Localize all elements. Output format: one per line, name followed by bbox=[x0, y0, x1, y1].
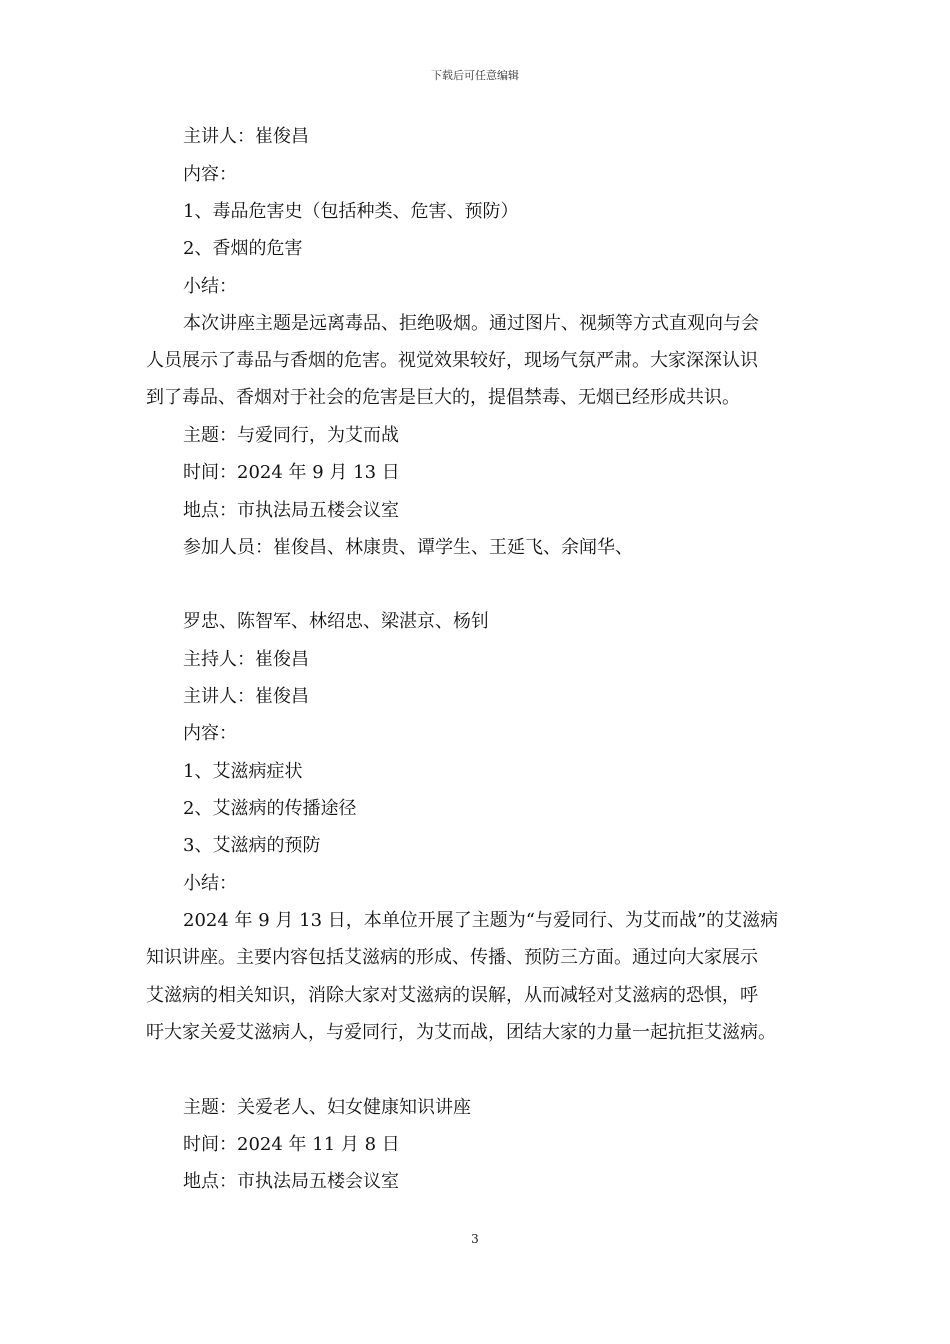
summary-label: 小结： bbox=[183, 276, 237, 297]
summary-paragraph-line: 2024 年 9 月 13 日，本单位开展了主题为“与爱同行、为艾而战”的艾滋病 bbox=[183, 910, 779, 931]
location-line: 地点：市执法局五楼会议室 bbox=[183, 500, 399, 521]
speaker-line: 主讲人：崔俊昌 bbox=[183, 686, 309, 707]
participants-line-continued: 罗忠、陈智军、林绍忠、梁湛京、杨钊 bbox=[183, 611, 489, 632]
topic-line: 主题：关爱老人、妇女健康知识讲座 bbox=[183, 1097, 471, 1118]
content-item-2: 2、艾滋病的传播途径 bbox=[183, 798, 357, 819]
summary-paragraph-line: 艾滋病的相关知识，消除大家对艾滋病的误解，从而减轻对艾滋病的恐惧，呼 bbox=[146, 985, 758, 1006]
summary-paragraph-line: 知识讲座。主要内容包括艾滋病的形成、传播、预防三方面。通过向大家展示 bbox=[146, 947, 758, 968]
page-header: 下载后可任意编辑 bbox=[431, 69, 519, 82]
summary-paragraph-line: 人员展示了毒品与香烟的危害。视觉效果较好，现场气氛严肃。大家深深认识 bbox=[146, 350, 758, 371]
content-item-1: 1、毒品危害史（包括种类、危害、预防） bbox=[183, 201, 519, 222]
summary-paragraph-line: 本次讲座主题是远离毒品、拒绝吸烟。通过图片、视频等方式直观向与会 bbox=[183, 313, 759, 334]
time-line: 时间：2024 年 11 月 8 日 bbox=[183, 1134, 400, 1155]
content-item-3: 3、艾滋病的预防 bbox=[183, 835, 321, 856]
summary-paragraph-line: 到了毒品、香烟对于社会的危害是巨大的，提倡禁毒、无烟已经形成共识。 bbox=[146, 387, 740, 408]
page-number: 3 bbox=[471, 1232, 479, 1246]
time-line: 时间：2024 年 9 月 13 日 bbox=[183, 462, 400, 483]
summary-label: 小结： bbox=[183, 873, 237, 894]
host-line: 主持人：崔俊昌 bbox=[183, 649, 309, 670]
summary-paragraph-line: 吁大家关爱艾滋病人，与爱同行，为艾而战，团结大家的力量一起抗拒艾滋病。 bbox=[146, 1022, 776, 1043]
topic-line: 主题：与爱同行，为艾而战 bbox=[183, 425, 399, 446]
speaker-line: 主讲人：崔俊昌 bbox=[183, 126, 309, 147]
content-label: 内容： bbox=[183, 164, 237, 185]
location-line: 地点：市执法局五楼会议室 bbox=[183, 1171, 399, 1192]
content-item-1: 1、艾滋病症状 bbox=[183, 761, 303, 782]
participants-line: 参加人员：崔俊昌、林康贵、谭学生、王延飞、余闻华、 bbox=[183, 537, 633, 558]
content-label: 内容： bbox=[183, 723, 237, 744]
content-item-2: 2、香烟的危害 bbox=[183, 238, 303, 259]
